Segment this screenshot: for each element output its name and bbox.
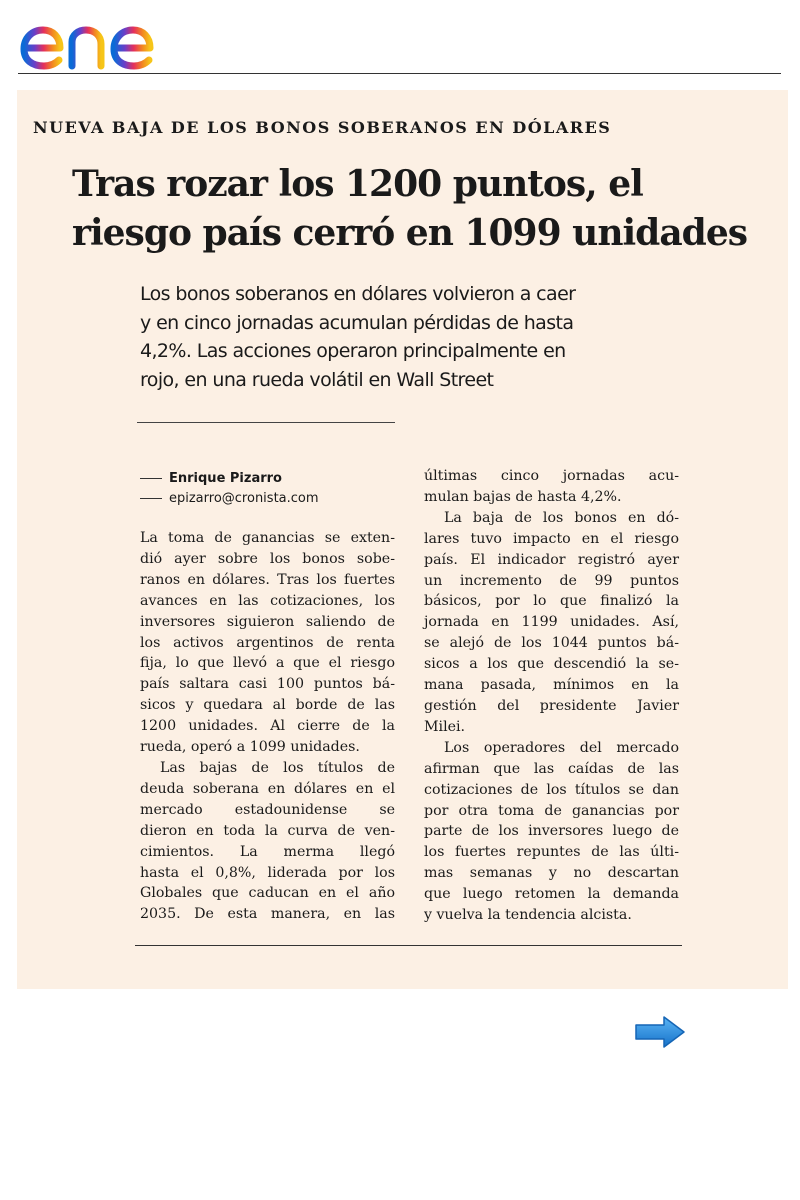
body-line: fija, lo que llevó a que el riesgo [140,655,395,672]
body-line: 1200 unidades. Al cierre de la [140,718,395,735]
deck-line: Los bonos soberanos en dólares volvieron a caer [140,283,576,305]
article-bottom-divider [135,945,682,946]
body-line: Los operadores del mercado [444,739,679,756]
article-headline [72,160,752,258]
body-line: y vuelva la tendencia alcista. [424,907,632,924]
body-line: mas semanas y no descartan [424,865,679,882]
byline-email [140,489,319,507]
body-line: que luego retomen la demanda [424,886,679,903]
body-line: Las bajas de los títulos de [160,759,395,776]
body-line: inversores siguieron saliendo de [140,613,395,630]
header-divider [18,73,781,74]
body-line: mana pasada, mínimos en la [424,677,679,694]
body-line: mulan bajas de hasta 4,2%. [424,488,622,505]
body-line: últimas cinco jornadas acu- [424,468,679,484]
body-line: sicos y quedara al borde de las [140,697,395,714]
body-line: avances en las cotizaciones, los [140,592,395,609]
body-line: dió ayer sobre los bonos sobe- [140,550,395,567]
body-line: país. El indicador registró ayer [424,551,679,568]
deck-line: 4,2%. Las acciones operaron principalmente en [140,340,566,362]
body-line: La baja de los bonos en dó- [444,509,679,526]
body-line: ranos en dólares. Tras los fuertes [140,571,395,588]
body-line: cotizaciones de los títulos se dan [424,781,679,798]
deck-line: rojo, en una rueda volátil en Wall Street [140,368,494,391]
body-line: hasta el 0,8%, liderada por los [140,864,395,881]
body-line: se alejó de los 1044 puntos bá- [424,635,679,652]
byline-dash [140,498,162,499]
body-line: rueda, operó a 1099 unidades. [140,739,360,756]
body-line: La toma de ganancias se exten- [140,530,395,546]
body-line: cimientos. La merma llegó [140,843,395,860]
body-line: dieron en toda la curva de ven- [140,822,395,839]
author-name: Enrique Pizarro [169,470,282,486]
body-line: por otra toma de ganancias por [424,802,679,819]
body-line: Milei. [424,718,466,735]
body-line: los activos argentinos de renta [140,634,395,651]
body-line: gestión del presidente Javier [424,697,679,714]
article-deck [140,280,640,394]
body-line: mercado estadounidense se [140,801,395,818]
body-line: deuda soberana en dólares en el [140,780,395,797]
body-line: Globales que caducan en el año [140,885,395,902]
headline-line: Tras rozar los 1200 puntos, el [72,163,643,205]
body-line: jornada en 1199 unidades. Así, [424,614,679,631]
article-body-right-column [424,466,679,926]
body-line: los fuertes repuntes de las últi- [424,844,679,861]
body-line: 2035. De esta manera, en las [140,906,395,923]
body-line: país saltara casi 100 puntos bá- [140,676,395,693]
arrow-right-icon[interactable] [634,1014,686,1050]
body-line: un incremento de 99 puntos [424,572,679,589]
author-email: epizarro@cronista.com [169,490,319,506]
headline-line: riesgo país cerró en 1099 unidades [72,212,748,254]
article-body-left-column [140,528,395,925]
enel-logo [18,4,194,70]
byline-author [140,469,282,487]
deck-line: y en cinco jornadas acumulan pérdidas de hasta [140,311,574,334]
deck-divider [137,422,395,423]
byline-dash [140,478,162,479]
body-line: lares tuvo impacto en el riesgo [424,530,679,547]
article-kicker: NUEVA BAJA DE LOS BONOS SOBERANOS EN DÓLARES [33,118,612,137]
body-line: sicos a los que descendió la se- [424,656,679,673]
body-line: parte de los inversores luego de [424,823,679,840]
body-line: afirman que las caídas de las [424,760,679,777]
body-line: básicos, por lo que finalizó la [424,593,679,610]
